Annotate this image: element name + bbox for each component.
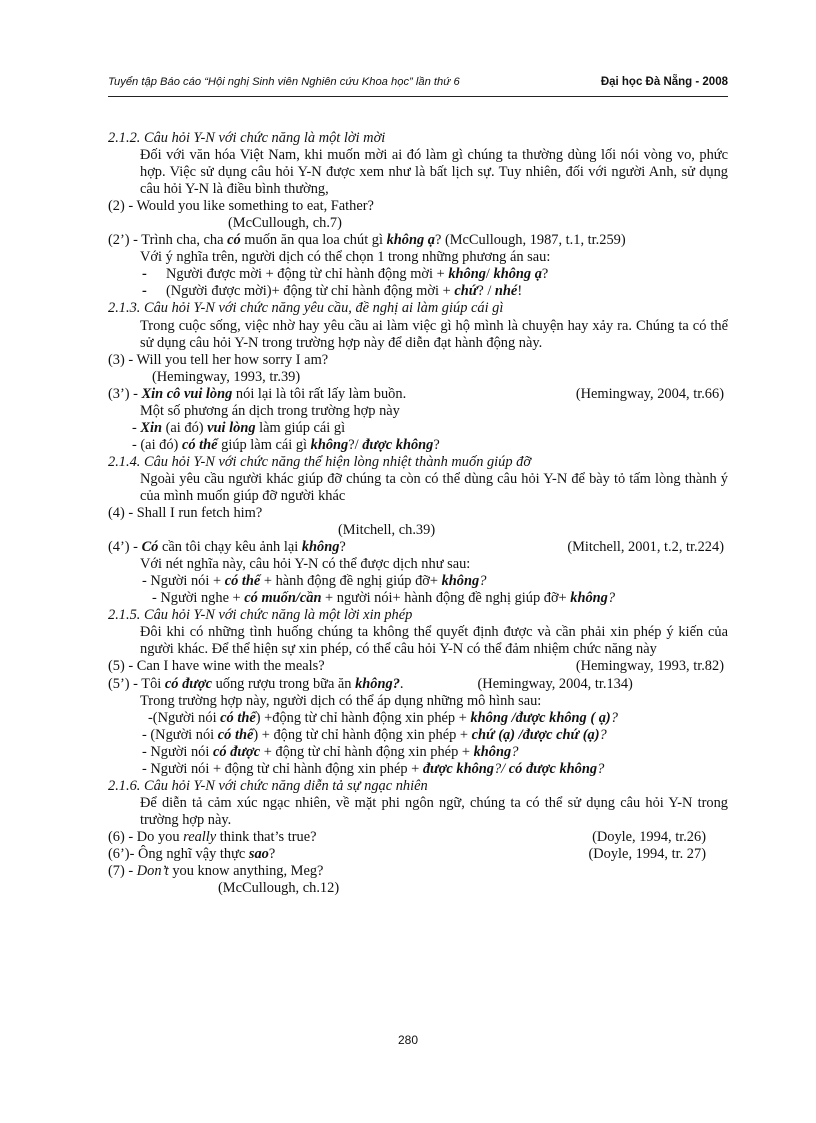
list-item: - (ai đó) có thể giúp làm cái gì không?/ được không? [132, 436, 440, 453]
paragraph: Với ý nghĩa trên, người dịch có thể chọn 1 trong những phương án sau: [140, 249, 551, 266]
section-heading-2-1-2: 2.1.2. Câu hỏi Y-N với chức năng là một lời mời [108, 130, 386, 146]
list-item: - (Người được mời)+ động từ chỉ hành động mời + chứ? / nhé! [142, 283, 523, 300]
citation: (Hemingway, 1993, tr.39) [152, 368, 301, 385]
citation: (McCullough, ch.12) [218, 880, 340, 897]
paragraph: Đôi khi có những tình huống chúng ta không thể quyết định được và cần phải xin phép ý kiến của người khác. Để thể hiện sự xin phép, có thể câu hỏi Y-N có thể đảm nhiệm chức năng này [140, 624, 728, 658]
paragraph: Ngoài yêu cầu người khác giúp đỡ chúng ta còn có thể dùng câu hỏi Y-N để bày tỏ tấm lòng thành ý của mình muốn giúp đỡ người khác [140, 470, 728, 504]
example-4: (4) - Shall I run fetch him? [108, 505, 263, 522]
list-item: - Người nói có được + động từ chỉ hành động xin phép + không? [142, 743, 519, 760]
section-heading-2-1-4: 2.1.4. Câu hỏi Y-N với chức năng thể hiện lòng nhiệt thành muốn giúp đỡ [108, 453, 532, 470]
list-item: - Người nghe + có muốn/cần + người nói+ hành động đề nghị giúp đỡ+ không? [152, 590, 616, 607]
paragraph: Trong cuộc sống, việc nhờ hay yêu cầu ai làm việc gì hộ mình là chuyện hay xảy ra. Chúng ta có thể sử dụng câu hỏi Y-N trong trường hợp này để diễn đạt hành động này. [140, 317, 728, 351]
example-3-translation: (3’) - Xin cô vui lòng nói lại là tôi rất lấy làm buồn. (Hemingway, 2004, tr.66) [108, 385, 724, 402]
list-item: - Người nói + có thể + hành động đề nghị giúp đỡ+ không? [142, 573, 487, 590]
section-heading-2-1-5: 2.1.5. Câu hỏi Y-N với chức năng là một lời xin phép [108, 607, 413, 624]
page-number: 280 [397, 1033, 419, 1047]
example-6: (6) - Do you really think that’s true? (Doyle, 1994, tr.26) [108, 828, 706, 845]
section-heading-2-1-3: 2.1.3. Câu hỏi Y-N với chức năng yêu cầu, đề nghị ai làm giúp cái gì [108, 300, 504, 317]
example-2: (2) - Would you like something to eat, Father? [108, 198, 374, 215]
list-item: - Người nói + động từ chỉ hành động xin phép + được không?/ có được không? [142, 760, 605, 777]
list-item: - Người được mời + động từ chỉ hành động mời + không/ không ạ? [142, 266, 549, 283]
example-2-translation: (2’) - Trình cha, cha có muốn ăn qua loa chút gì không ạ? (McCullough, 1987, t.1, tr.259) [108, 232, 626, 249]
paragraph: Trong trường hợp này, người dịch có thể áp dụng những mô hình sau: [140, 692, 542, 709]
example-7: (7) - Don’t you know anything, Meg? [108, 863, 324, 880]
running-header [108, 74, 728, 97]
list-item: - (Người nói có thể) + động từ chỉ hành động xin phép + chứ (ạ) /được chứ (ạ)? [142, 726, 607, 743]
section-heading-2-1-6: 2.1.6. Câu hỏi Y-N với chức năng diễn tả sự ngạc nhiên [108, 777, 428, 794]
example-4-translation: (4’) - Có cần tôi chạy kêu ảnh lại không? (Mitchell, 2001, t.2, tr.224) [108, 539, 724, 556]
paragraph: Một số phương án dịch trong trường hợp này [140, 402, 400, 419]
citation: (McCullough, ch.7) [228, 215, 342, 232]
header-university: Đại học Đà Nẵng - 2008 [600, 76, 728, 88]
example-5-translation: (5’) - Tôi có được uống rượu trong bữa ăn không?. (Hemingway, 2004, tr.134) [108, 675, 633, 692]
main-text [108, 130, 728, 897]
paragraph: Đối với văn hóa Việt Nam, khi muốn mời ai đó làm gì chúng ta thường dùng lối nói vòng vo, phức hợp. Việc sử dụng câu hỏi Y-N được xem như là bất lịch sự. Tuy nhiên, đối với người Anh, sử dụng câu hỏi Y-N là điều bình thường, [140, 147, 728, 198]
list-item: - Xin (ai đó) vui lòng làm giúp cái gì [132, 419, 346, 436]
paragraph: Với nét nghĩa này, câu hỏi Y-N có thể được dịch như sau: [140, 556, 471, 573]
paragraph: Để diễn tả cảm xúc ngạc nhiên, về mặt phi ngôn ngữ, chúng ta có thể sử dụng câu hỏi Y-N trong trường hợp này. [140, 794, 728, 828]
header-proceedings-title: Tuyển tập Báo cáo “Hội nghị Sinh viên Nghiên cứu Khoa học” lần thứ 6 [108, 76, 460, 88]
example-5: (5) - Can I have wine with the meals? (Hemingway, 1993, tr.82) [108, 658, 724, 675]
citation: (Mitchell, ch.39) [338, 522, 436, 539]
example-6-translation: (6’)- Ông nghĩ vậy thực sao? (Doyle, 1994, tr. 27) [108, 845, 706, 862]
list-item: -(Người nói có thể) +động từ chỉ hành động xin phép + không /được không ( ạ)? [148, 709, 618, 726]
example-3: (3) - Will you tell her how sorry I am? [108, 351, 329, 368]
